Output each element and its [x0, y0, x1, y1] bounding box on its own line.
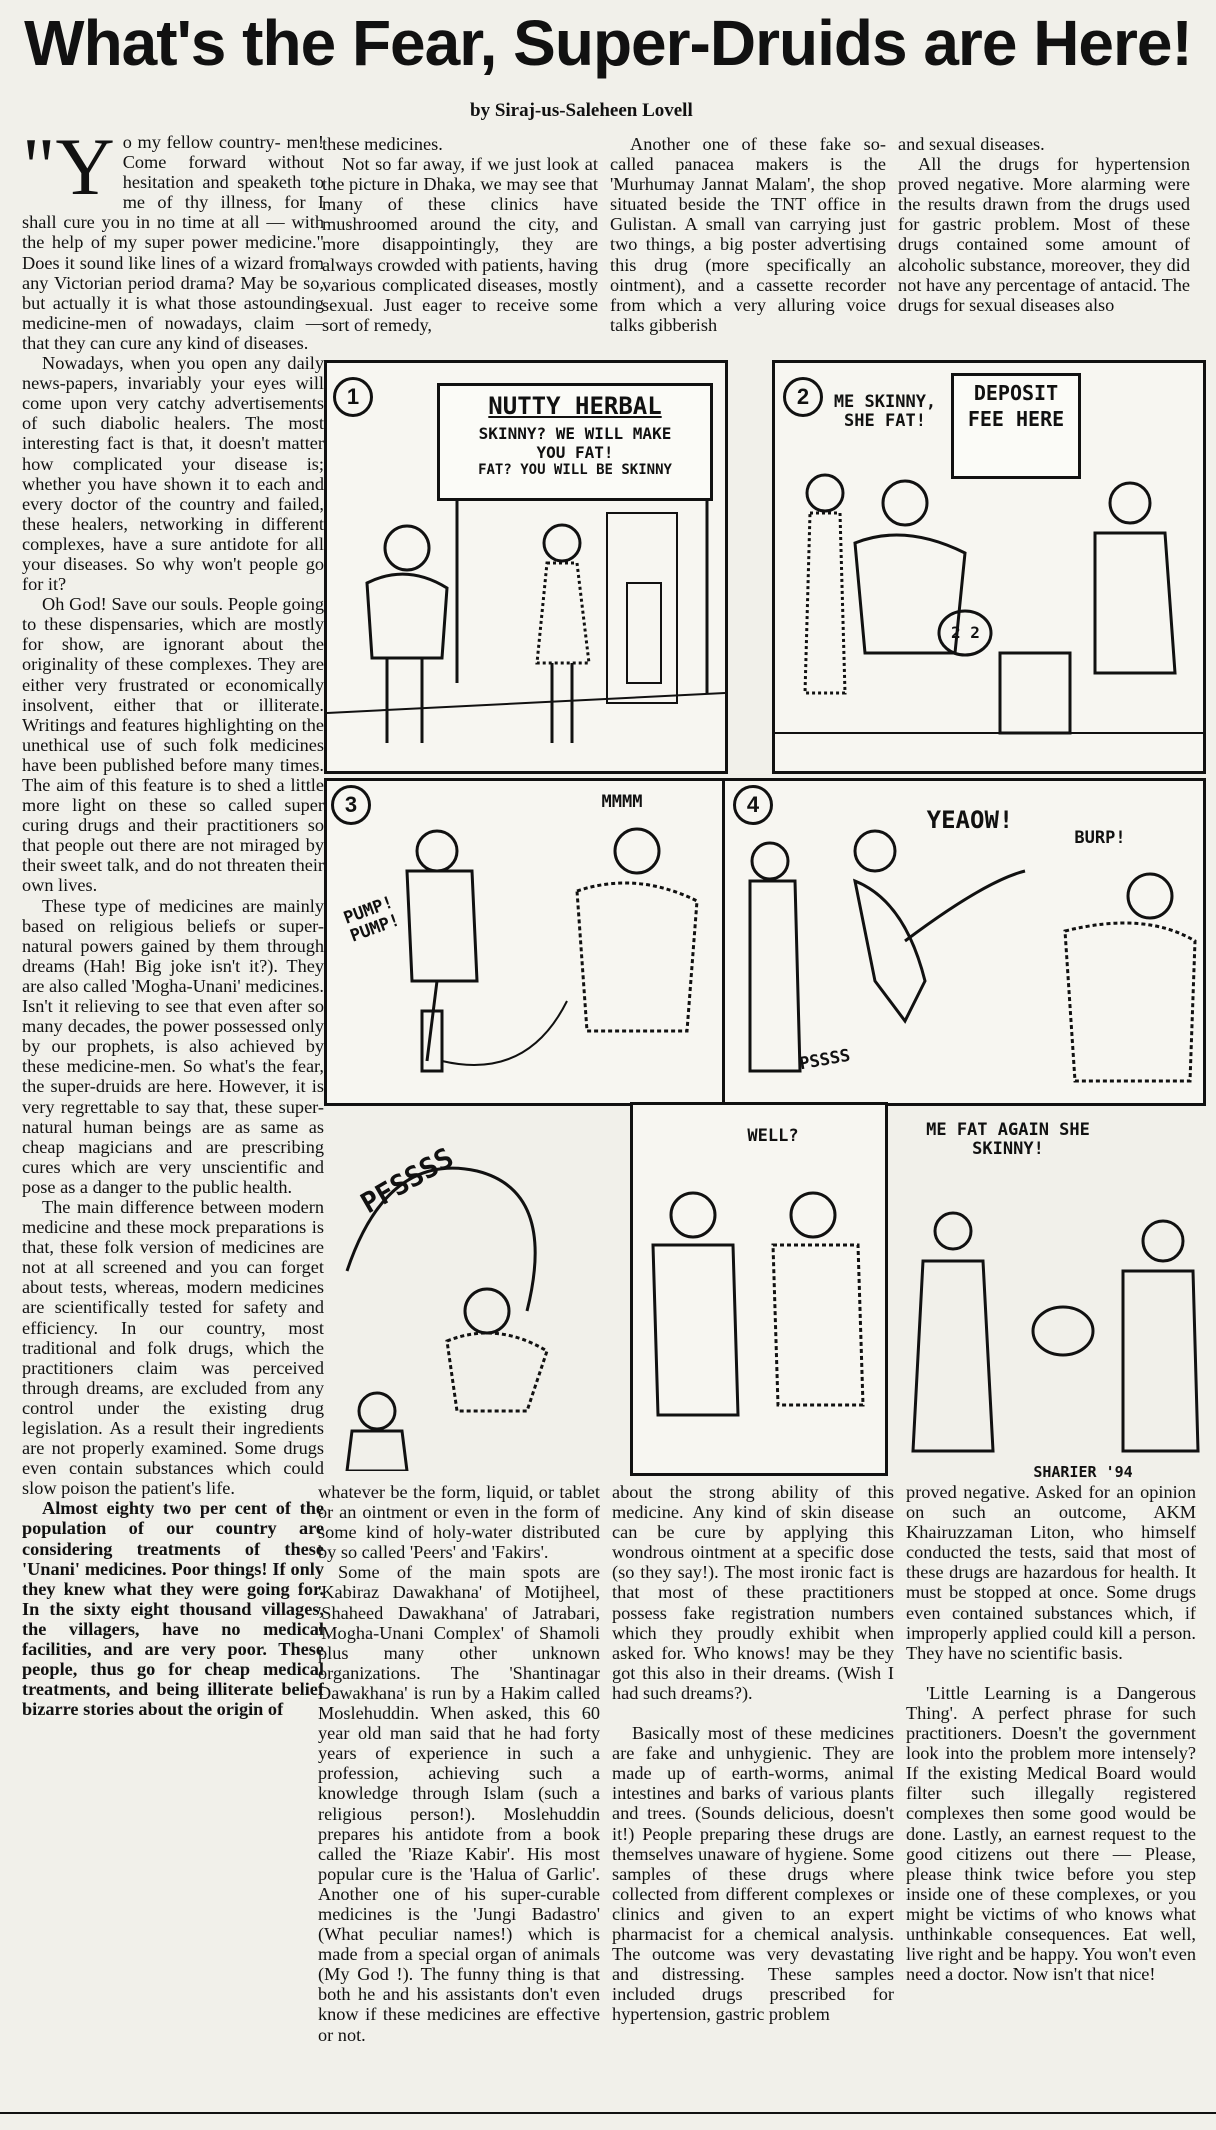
sound-effect: PFSSSS — [354, 1140, 460, 1221]
drop-cap: "Y — [22, 132, 115, 212]
paragraph: 'Little Learning is a Dangerous Thing'. A perfect phrase for such practitioners. Doesn't the government look into the problem more intensely? If the existing Medical Board would filter such illegally registered complexes then some good would be done. Lastly, an earnest request to the good citizens out there — Please, please think twice before you step inside one of these complexes, or you might be victims of who knows what unthinkable consequences. Eat well, live right and be happy. You won't even need a doctor. Now isn't that nice! — [906, 1682, 1196, 1985]
panel-number: 4 — [733, 785, 773, 825]
paragraph: All the drugs for hypertension proved negative. More alarming were the results drawn from the drugs used for gastric problem. Most of these drugs contained some amount of alcoholic substance, moreover, they did not have any percentage of antacid. The drugs for sexual diseases also — [898, 154, 1190, 315]
sound-effect: BURP! — [1074, 828, 1126, 848]
sound-effect: YEAOW! — [926, 806, 1014, 834]
sign-title: NUTTY HERBAL — [488, 392, 662, 420]
paragraph: The main difference between modern medicine and these mock preparations is that, these folk version of medicines are not at all screened and you can forget about tests, whereas, modern medicines are scientifically tested for safety and efficiency. In our country, most traditional and folk drugs, which the practitioners claim was perceived through dreams, are excluded from any control under the existing drug legislation. As a result their ingredients are not properly examined. Some drugs even contain substances which could slow poison the patient's life. — [22, 1196, 324, 1499]
paragraph: these medicines. — [322, 134, 443, 154]
column-1 — [22, 132, 324, 2117]
comic-panel-3 — [324, 778, 728, 1106]
panel-7-drawing — [893, 1111, 1203, 1483]
paragraph: whatever be the form, liquid, or tablet or an ointment or even in the form of some kind of holy-water distributed by so called 'Peers' and 'Fakirs'. — [318, 1482, 600, 1563]
paragraph: and sexual diseases. — [898, 134, 1045, 154]
paragraph: about the strong ability of this medicine. Any kind of skin disease can be cure by applying this wondrous ointment at a specific dose (so they say!). The most ironic fact is that most of these practitioners possess fake registration numbers which they proudly exhibit when asked for. Who knows! may be they got this also in their dreams. (Wish I had such dreams?). — [612, 1482, 894, 1703]
panel-3-drawing — [327, 781, 725, 1103]
panel-number: 3 — [331, 785, 371, 825]
paragraph: Some of the main spots are 'Kabiraz Dawakhana' of Motijheel, 'Shaheed Dawakhana' of Jatrabari, 'Mogha-Unani Complex' of Shamoli plus many other unknown organizations. The 'Shantinagar Dawakhana' is run by a Hakim called Moslehuddin. When asked, this 60 year old man said that he had forty years of experience in such a profession, achieving such a knowledge through Islam (such a religious person!). Moslehuddin prepares his antidote from a book called the 'Riaze Kabir'. His most popular cure is the 'Halua of Garlic'. Another one of his super-curable medicines is the 'Jungi Badastro' (What peculiar names!) which is made from a special organ of animals (My God !). The funny thing is that both he and his assistants don't even know if these medicines are effective or not. — [318, 1562, 600, 2045]
speech-bubble: ME FAT AGAIN SHE SKINNY! — [926, 1120, 1090, 1159]
sign-line: FAT? YOU WILL BE SKINNY — [478, 462, 672, 478]
panel-5-drawing — [327, 1111, 625, 1471]
paragraph: Not so far away, if we just look at the picture in Dhaka, we may see that many of these clinics have mushroomed around the city, and more disappointingly, they are always crowded with patients, having various complicated diseases, mostly sexual. Just eager to receive some sort of remedy, — [322, 154, 598, 335]
paragraph-lead: o my fellow country- — [122, 132, 281, 152]
paragraph: Almost eighty two per cent of the population of our country are considering treatments of these 'Unani' medicines. Poor things! If only they knew what they were going for. In the sixty eight thousand villages, the villagers, have no medical facilities, and are very poor. These people, thus go for cheap medical treatments, and being illiterate belief bizarre stories about the origin of — [22, 1498, 324, 1720]
paragraph: Basically most of these medicines are fake and unhygienic. They are made up of earth-worms, animal intestines and barks of various plants and trees. (Sounds delicious, doesn't it!) People preparing these drugs are themselves unaware of hygiene. Some samples of these drugs where collected from different complexes or clinics and given to an expert pharmacist for a chemical analysis. The outcome was very devastating and distressing. These samples included drugs prescribed for hypertension, gastric problem — [612, 1723, 894, 2025]
comic-panel-6 — [630, 1102, 888, 1476]
comic-panel-2 — [772, 360, 1206, 774]
byline: by Siraj-us-Saleheen Lovell — [470, 100, 693, 121]
column-3-bottom — [612, 1482, 894, 2118]
paragraph: These type of medicines are mainly based on religious beliefs or super-natural powers gained by them through dreams (Hah! Big joke isn't it?). They are also called 'Mogha-Unani' medicines. Isn't it relieving to see that even after so many decades, the power possessed only by our prophets, is also achieved by these medicine-men. So what's the fear, the super-druids are here. However, it is very regrettable to say that, these super-natural human beings are as same as cheap magicians and are prescribing cures which are very unscientific and pose as a danger to the public health. — [22, 895, 324, 1197]
sound-effect: MMMM — [601, 792, 643, 812]
paragraph: Another one of these fake so-called panacea makers is the 'Murhumay Jannat Malam', the shop situated beside the TNT office in Gulistan. A small van carrying just two things, a big poster advertising this drug (more specifically an ointment), and a cassette recorder from which a very alluring voice talks gibberish — [610, 134, 886, 335]
paragraph: Oh God! Save our souls. People going to these dispensaries, which are mostly for show, are ignorant about the originality of these complexes. They are either very frustrated or economically insolvent, either that or illiterate. Writings and features highlighting on the unethical use of such folk medicines have been published before many times. The aim of this feature is to shed a little more light on these so called super curing drugs and their practitioners so that people out there are not miraged by their sweet talk, and do not threaten their own lives. — [22, 594, 324, 896]
comic-panel-7 — [890, 1108, 1206, 1486]
bag-label: 2 2 — [951, 623, 980, 642]
sign-line: YOU FAT! — [536, 443, 614, 462]
speech-bubble: ME SKINNY, SHE FAT! — [833, 392, 937, 431]
paragraph: proved negative. Asked for an opinion on such an outcome, AKM Khairuzzaman Liton, who himself conducted the tests, said that most of these drugs are hazardous for health. It must be stopped at once. Some drugs even contained substances which, if improperly applied could kill a person. They have no scientific basis. — [906, 1482, 1196, 1663]
cartoonist-signature: SHARIER '94 — [1033, 1463, 1133, 1481]
panel-number: 1 — [333, 377, 373, 417]
panel-6-drawing — [633, 1105, 885, 1473]
comic-panel-4 — [722, 778, 1206, 1106]
sign-line: SKINNY? WE WILL MAKE — [478, 424, 672, 443]
column-2-bottom — [318, 1482, 600, 2118]
headline: What's the Fear, Super-Druids are Here! — [24, 7, 1192, 79]
column-4-bottom — [906, 1482, 1196, 2118]
paragraph — [22, 132, 324, 353]
paragraph: Nowadays, when you open any daily news-papers, invariably your eyes will come upon very catchy advertisements of such diabolic healers. The most interesting fact is that, it doesn't matter how complicated your disease is; whether you have shown it to each and every doctor of the country and failed, these healers, networking in different complexes, have a sure antidote for all your diseases. So why won't people go for it? — [22, 353, 324, 595]
paragraph-body: men! Come forward without hesitation and speaketh to me of thy illness, for I shall cure you in no time at all — with the help of my super power medicine." Does it sound like lines of a wizard from any Victorian period drama? May be so, but actually it is what those astounding medicine-men of nowadays, claim — that they can cure any kind of diseases. — [22, 132, 324, 353]
deposit-fee-sign: DEPOSIT FEE HERE — [951, 373, 1081, 479]
speech-bubble: WELL? — [747, 1126, 799, 1146]
sound-effect: PSSSS — [797, 1045, 852, 1075]
column-2-top — [322, 134, 598, 350]
page-bottom-rule — [0, 2112, 1216, 2130]
sound-effect: PUMP! PUMP! — [341, 892, 403, 947]
nutty-herbal-sign — [437, 383, 713, 501]
panel-number: 2 — [783, 377, 823, 417]
column-3-top — [610, 134, 886, 350]
comic-panel-1 — [324, 360, 728, 774]
comic-panel-5 — [324, 1108, 628, 1474]
column-4-top — [898, 134, 1190, 350]
